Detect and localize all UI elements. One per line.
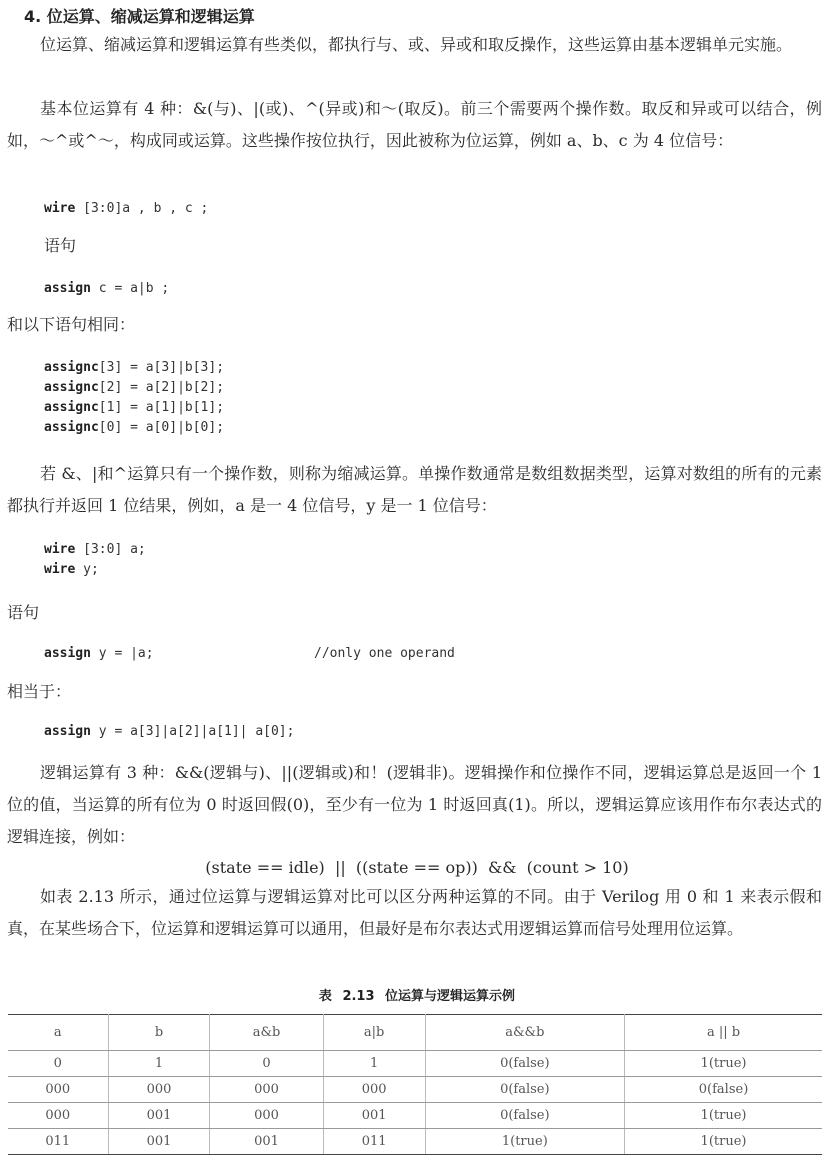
table-cell: 0(false) (425, 1051, 624, 1077)
table-cell: 000 (210, 1077, 323, 1103)
label-statement: 语句 (44, 236, 77, 255)
table-cell: 001 (108, 1103, 210, 1129)
column-header: a || b (625, 1015, 822, 1051)
table-row (8, 1051, 822, 1077)
code-text: y = |a; (90, 646, 154, 661)
table-cell: 011 (323, 1129, 425, 1155)
table-cell: 1 (323, 1051, 425, 1077)
table-cell: 000 (8, 1077, 108, 1103)
table-caption: 表 2.13 位运算与逻辑运算示例 (318, 989, 516, 1004)
table-cell: 011 (8, 1129, 108, 1155)
table-cell: 1(true) (625, 1129, 822, 1155)
paragraph-logical: 逻辑运算有 3 种：&&(逻辑与)、||(逻辑或)和！(逻辑非)。逻辑操作和位操作不同，逻辑运算总是返回一个 1 位的值，当运算的所有位为 0 时返回假(0)，至少有一位为 1 时返回真(1)。所以，逻辑运算应该用作布尔表达式的逻辑连接，例如： (7, 763, 822, 846)
code-wire-a-y (44, 540, 146, 580)
comparison-table (8, 1014, 822, 1155)
paragraph-intro: 位运算、缩减运算和逻辑运算有些类似，都执行与、或、异或和取反操作，这些运算由基本逻辑单元实施。 (40, 35, 793, 54)
table-cell: 0(false) (425, 1103, 624, 1129)
code-line: wire [3:0] a; (44, 542, 146, 557)
code-line: assignc[3] = a[3]|b[3]; (44, 360, 225, 375)
table-cell: 0 (8, 1051, 108, 1077)
paragraph-reduction: 若 &、|和^运算只有一个操作数，则称为缩减运算。单操作数通常是数组数据类型，运算对数组的所有的元素都执行并返回 1 位结果，例如，a 是一 4 位信号，y 是一 1 位信号： (7, 464, 822, 515)
section-heading: 4. 位运算、缩减运算和逻辑运算 (24, 7, 255, 26)
table-cell: 0(false) (625, 1077, 822, 1103)
table-cell: 001 (108, 1129, 210, 1155)
label-equivalent: 相当于： (7, 682, 72, 701)
table-row (8, 1129, 822, 1155)
code-text: [3:0]a , b , c ; (75, 201, 209, 216)
code-keyword: assign (44, 646, 91, 661)
table-header-row (8, 1015, 822, 1051)
code-keyword: assign (44, 724, 91, 739)
code-text: c = a|b ; (90, 281, 170, 296)
table-cell: 001 (323, 1103, 425, 1129)
column-header: a&&b (425, 1015, 624, 1051)
code-keyword: assign (44, 281, 91, 296)
table-cell: 0 (210, 1051, 323, 1077)
column-header: a (8, 1015, 108, 1051)
code-line: wire y; (44, 562, 99, 577)
code-wire-declaration (44, 199, 208, 219)
code-assign-c (44, 279, 169, 299)
table-row (8, 1103, 822, 1129)
code-line: assignc[1] = a[1]|b[1]; (44, 400, 225, 415)
table-cell: 1(true) (625, 1103, 822, 1129)
table-row (8, 1077, 822, 1103)
code-assign-bits (44, 358, 224, 438)
paragraph-bitwise: 基本位运算有 4 种：&(与)、|(或)、^(异或)和～(取反)。前三个需要两个操作数。取反和异或可以结合，例如，～^或^～，构成同或运算。这些操作按位执行，因此被称为位运算，例如 a、b、c 为 4 位信号： (7, 99, 822, 150)
table-cell: 000 (108, 1077, 210, 1103)
table-cell: 1 (108, 1051, 210, 1077)
table-cell: 000 (323, 1077, 425, 1103)
table-cell: 0(false) (425, 1077, 624, 1103)
column-header: a&b (210, 1015, 323, 1051)
code-comment: //only one operand (314, 646, 455, 661)
label-statement-2: 语句 (7, 603, 40, 622)
code-line: assignc[2] = a[2]|b[2]; (44, 380, 225, 395)
code-assign-y-expanded (44, 722, 294, 742)
column-header: a|b (323, 1015, 425, 1051)
code-assign-y (44, 644, 455, 664)
table-cell: 000 (210, 1103, 323, 1129)
table-cell: 000 (8, 1103, 108, 1129)
table-cell: 001 (210, 1129, 323, 1155)
code-text: y = a[3]|a[2]|a[1]| a[0]; (90, 724, 295, 739)
column-header: b (108, 1015, 210, 1051)
code-keyword: wire (44, 201, 76, 216)
paragraph-comparison: 如表 2.13 所示，通过位运算与逻辑运算对比可以区分两种运算的不同。由于 Verilog 用 0 和 1 来表示假和真，在某些场合下，位运算和逻辑运算可以通用，但最好是布尔表达式用逻辑运算而信号处理用位运算。 (7, 887, 822, 938)
code-line: assignc[0] = a[0]|b[0]; (44, 420, 225, 435)
table-cell: 1(true) (625, 1051, 822, 1077)
table-cell: 1(true) (425, 1129, 624, 1155)
label-same-as: 和以下语句相同： (7, 315, 136, 334)
formula-expression: (state == idle) || ((state == op)) && (count > 10) (205, 858, 629, 877)
